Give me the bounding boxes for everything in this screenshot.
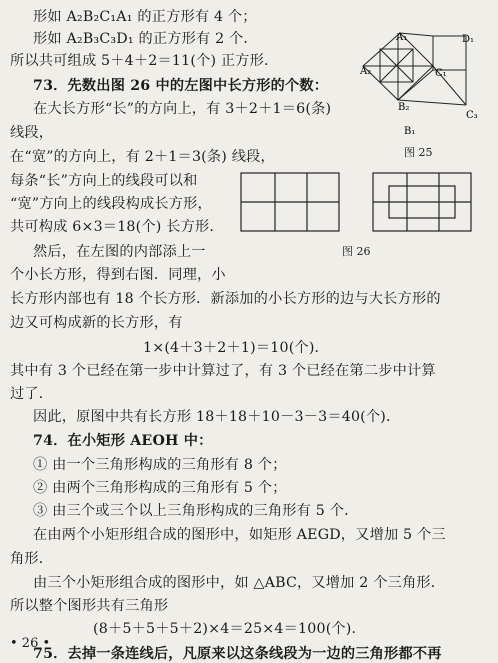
text-line: 过了． [10, 386, 54, 402]
text-line: 在“宽”的方向上，有 2＋1＝3(条) 线段， [10, 149, 275, 165]
formula-line: 1×(4＋3＋2＋1)＝10(个)． [143, 340, 329, 356]
text-line: “宽”方向上的线段构成长方形， [10, 196, 212, 212]
text-line: 形如 A₂B₂C₁A₁ 的正方形有 4 个； [33, 9, 257, 25]
problem-75-heading: 75．去掉一条连线后，凡原来以这条线段为一边的三角形都不再 [33, 646, 442, 662]
label-b1: B₁ [404, 126, 416, 137]
figure-25-caption: 图 25 [404, 146, 433, 159]
text-line: 边又可构成新的长方形，有 [10, 315, 183, 331]
text-line: 由三个小矩形组合成的图形中，如 △ABC，又增加 2 个三角形． [33, 575, 446, 591]
label-c1: C₁ [435, 68, 447, 79]
text-line: 角形． [10, 551, 54, 567]
figure-26-caption: 图 26 [342, 245, 371, 258]
text-line: 形如 A₂B₃C₃D₁ 的正方形有 2 个． [33, 31, 258, 47]
figure-26-left [240, 172, 340, 232]
text-line: 所以共可组成 5＋4＋2＝11(个) 正方形． [10, 53, 279, 69]
problem-73-heading: 73．先数出图 26 中的左图中长方形的个数： [33, 78, 329, 94]
text-line: ③ 由三个或三个以上三角形构成的三角形有 5 个． [33, 503, 359, 519]
text-line: 长方形内部也有 18 个长方形．新添加的小长方形的边与大长方形的 [10, 291, 441, 307]
label-b2: B₂ [398, 102, 410, 113]
text-line: ② 由两个三角形构成的三角形有 5 个； [33, 480, 287, 496]
text-line: 线段， [10, 125, 54, 141]
text-line: 在由两个小矩形组合成的图形中，如矩形 AEGD，又增加 5 个三 [33, 527, 446, 543]
figure-26-right [372, 172, 472, 232]
formula-line: (8＋5＋5＋5＋2)×4＝25×4＝100(个)． [93, 621, 366, 637]
text-line: 因此，原图中共有长方形 18＋18＋10－3－3＝40(个)． [33, 409, 401, 425]
text-line: 每条“长”方向上的线段可以和 [10, 173, 198, 189]
label-c3: C₃ [466, 110, 478, 121]
text-line: 个小长方形，得到右图．同理，小 [10, 267, 226, 283]
figure-25 [360, 30, 490, 140]
label-d1: D₁ [462, 34, 475, 45]
label-a1: A₁ [396, 32, 408, 43]
text-line: 其中有 3 个已经在第一步中计算过了，有 3 个已经在第二步中计算 [10, 363, 436, 379]
text-line: 所以整个图形共有三角形 [10, 598, 169, 614]
page-number: • 26 • [10, 636, 51, 651]
label-a2: A₂ [360, 66, 372, 77]
text-line: 共可构成 6×3＝18(个) 长方形． [10, 219, 224, 235]
text-line: ① 由一个三角形构成的三角形有 8 个； [33, 457, 287, 473]
text-line: 在大长方形“长”的方向上，有 3＋2＋1＝6(条) [33, 101, 332, 117]
problem-74-heading: 74．在小矩形 AEOH 中： [33, 433, 213, 449]
text-line: 然后，在左图的内部添上一 [33, 244, 206, 260]
